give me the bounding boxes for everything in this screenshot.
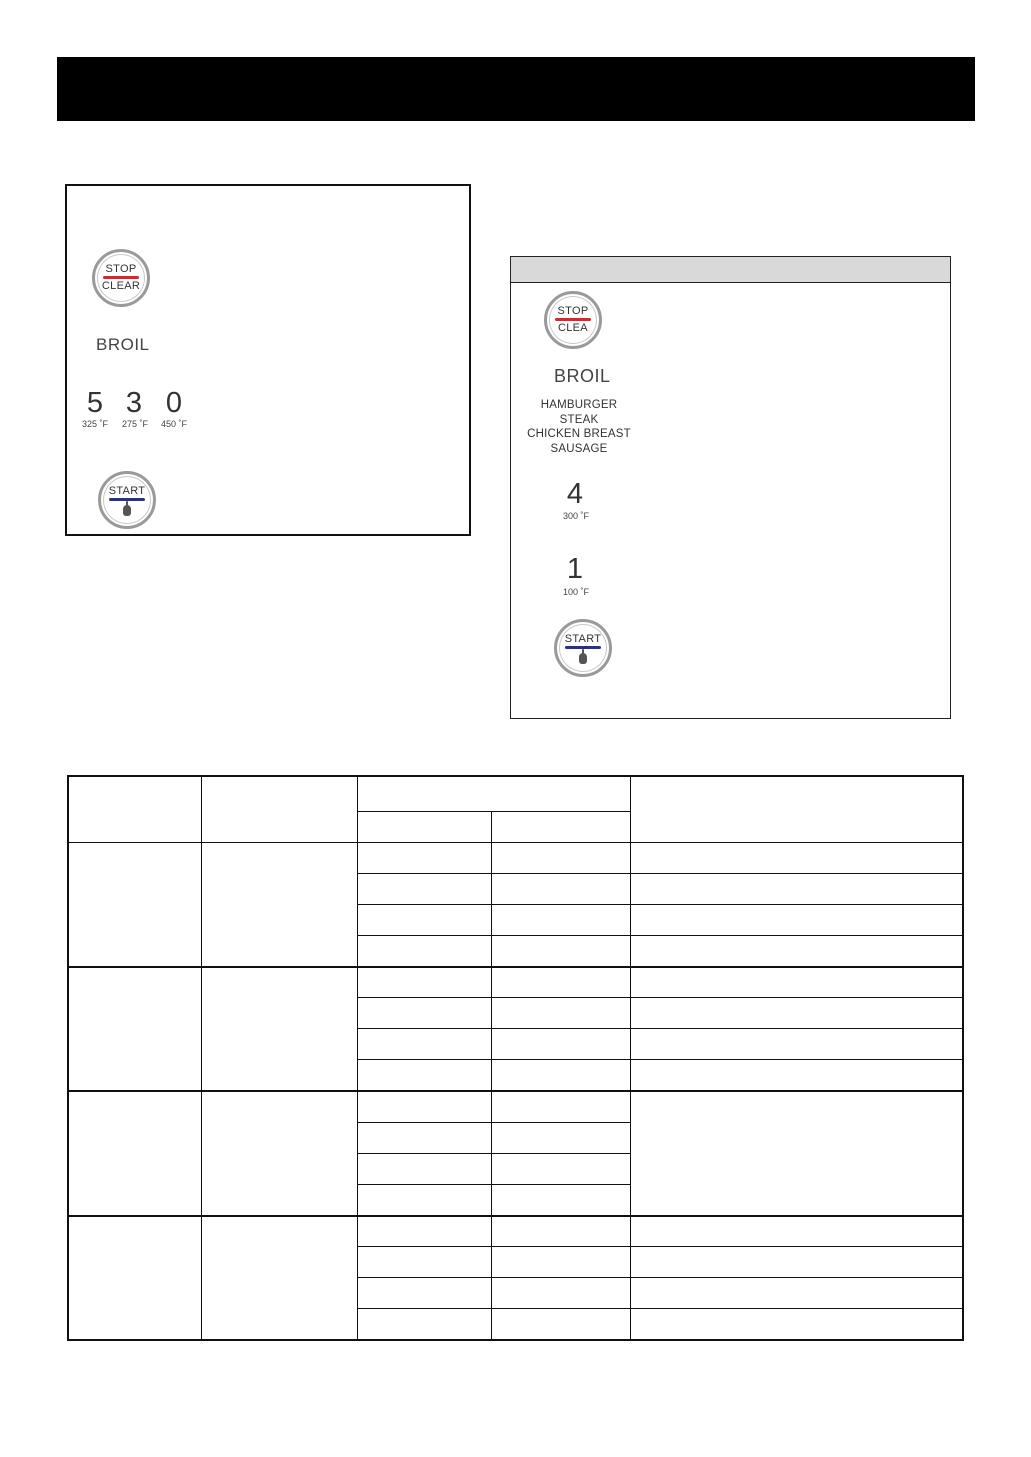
table-cell <box>68 1216 201 1340</box>
broil-menu-list <box>524 398 634 456</box>
table-row <box>68 967 963 998</box>
digit-3[interactable]: 3 <box>125 387 143 419</box>
menu-item-sausage: SAUSAGE <box>550 442 608 455</box>
header-cell <box>201 776 357 842</box>
panel-header-band <box>511 257 950 283</box>
table-cell <box>630 1060 963 1091</box>
stop-line <box>103 276 139 279</box>
table-cell <box>357 967 491 998</box>
table-cell <box>491 1122 630 1153</box>
header-bar <box>57 57 975 121</box>
table-cell <box>201 1216 357 1340</box>
table-cell <box>357 842 491 873</box>
table-cell <box>630 1278 963 1309</box>
table-cell <box>630 1216 963 1247</box>
digit-3-temp: 275 ˚F <box>121 419 148 429</box>
digit-0-temp: 450 ˚F <box>160 419 187 429</box>
table-cell <box>201 1091 357 1215</box>
menu-item-hamburger: HAMBURGER <box>540 399 618 411</box>
table-cell <box>630 1029 963 1060</box>
table-cell <box>357 1122 491 1153</box>
menu-item-chicken-breast: CHICKEN BREAST <box>527 428 631 440</box>
broil-label-2: BROIL <box>554 366 611 386</box>
table-cell <box>357 1278 491 1309</box>
table-cell <box>630 842 963 873</box>
table-cell <box>630 936 963 967</box>
table-cell <box>201 967 357 1091</box>
table-cell <box>630 1309 963 1340</box>
table-cell <box>357 1029 491 1060</box>
table-cell <box>201 842 357 966</box>
table-cell <box>491 1309 630 1340</box>
start-button-2[interactable] <box>554 619 612 677</box>
table-row <box>68 1091 963 1122</box>
table-cell <box>357 873 491 904</box>
table-cell <box>357 1184 491 1215</box>
table-cell <box>630 1091 963 1215</box>
stop-clear-button-2[interactable] <box>544 291 602 349</box>
digit-4[interactable]: 4 <box>566 478 584 510</box>
stop-clear-button[interactable] <box>92 249 150 307</box>
table-cell <box>357 1153 491 1184</box>
table-cell <box>491 1216 630 1247</box>
menu-item-steak: STEAK <box>559 413 599 426</box>
table-cell <box>68 1091 201 1215</box>
table-cell <box>491 873 630 904</box>
table-cell <box>491 842 630 873</box>
table-cell <box>357 998 491 1029</box>
header-cell <box>357 776 630 811</box>
table-cell <box>491 1153 630 1184</box>
subheader-cell <box>357 811 491 842</box>
table-cell <box>491 904 630 935</box>
table-cell <box>630 904 963 935</box>
table-cell <box>630 1247 963 1278</box>
table-cell <box>68 842 201 966</box>
table-cell <box>491 1060 630 1091</box>
broil-cooking-table <box>67 775 964 1341</box>
table-row <box>68 1216 963 1247</box>
start-label-2: START <box>564 633 602 645</box>
table-cell <box>68 967 201 1091</box>
stop-line-2 <box>555 318 591 321</box>
table-cell <box>357 936 491 967</box>
table-cell <box>357 1216 491 1247</box>
start-label: START <box>108 485 146 497</box>
table-cell <box>357 1247 491 1278</box>
clear-label-2: CLEA <box>558 322 588 334</box>
table-cell <box>491 1247 630 1278</box>
subheader-cell <box>491 811 630 842</box>
table-header-row <box>68 776 963 811</box>
table-cell <box>357 1091 491 1122</box>
table-cell <box>357 1309 491 1340</box>
table-row <box>68 842 963 873</box>
table-cell <box>630 998 963 1029</box>
table-cell <box>491 967 630 998</box>
table-cell <box>357 904 491 935</box>
header-cell <box>68 776 201 842</box>
digit-5[interactable]: 5 <box>86 387 104 419</box>
header-cell <box>630 776 963 842</box>
digit-1-temp: 100 ˚F <box>562 587 589 597</box>
touch-hand-icon <box>123 505 131 516</box>
touch-hand-icon-2 <box>579 653 587 664</box>
table-cell <box>491 936 630 967</box>
clear-label: CLEAR <box>101 280 141 292</box>
digit-1[interactable]: 1 <box>566 553 584 585</box>
table-cell <box>491 998 630 1029</box>
digit-5-temp: 325 ˚F <box>81 419 108 429</box>
digit-4-temp: 300 ˚F <box>562 511 589 521</box>
stop-label-2: STOP <box>557 305 589 317</box>
table-cell <box>491 1029 630 1060</box>
start-button[interactable] <box>98 471 156 529</box>
stop-label: STOP <box>105 263 137 275</box>
table-cell <box>357 1060 491 1091</box>
broil-label: BROIL <box>96 335 150 354</box>
table-cell <box>491 1091 630 1122</box>
table-cell <box>630 873 963 904</box>
table-cell <box>491 1184 630 1215</box>
table-cell <box>491 1278 630 1309</box>
digit-0[interactable]: 0 <box>165 387 183 419</box>
table-cell <box>630 967 963 998</box>
